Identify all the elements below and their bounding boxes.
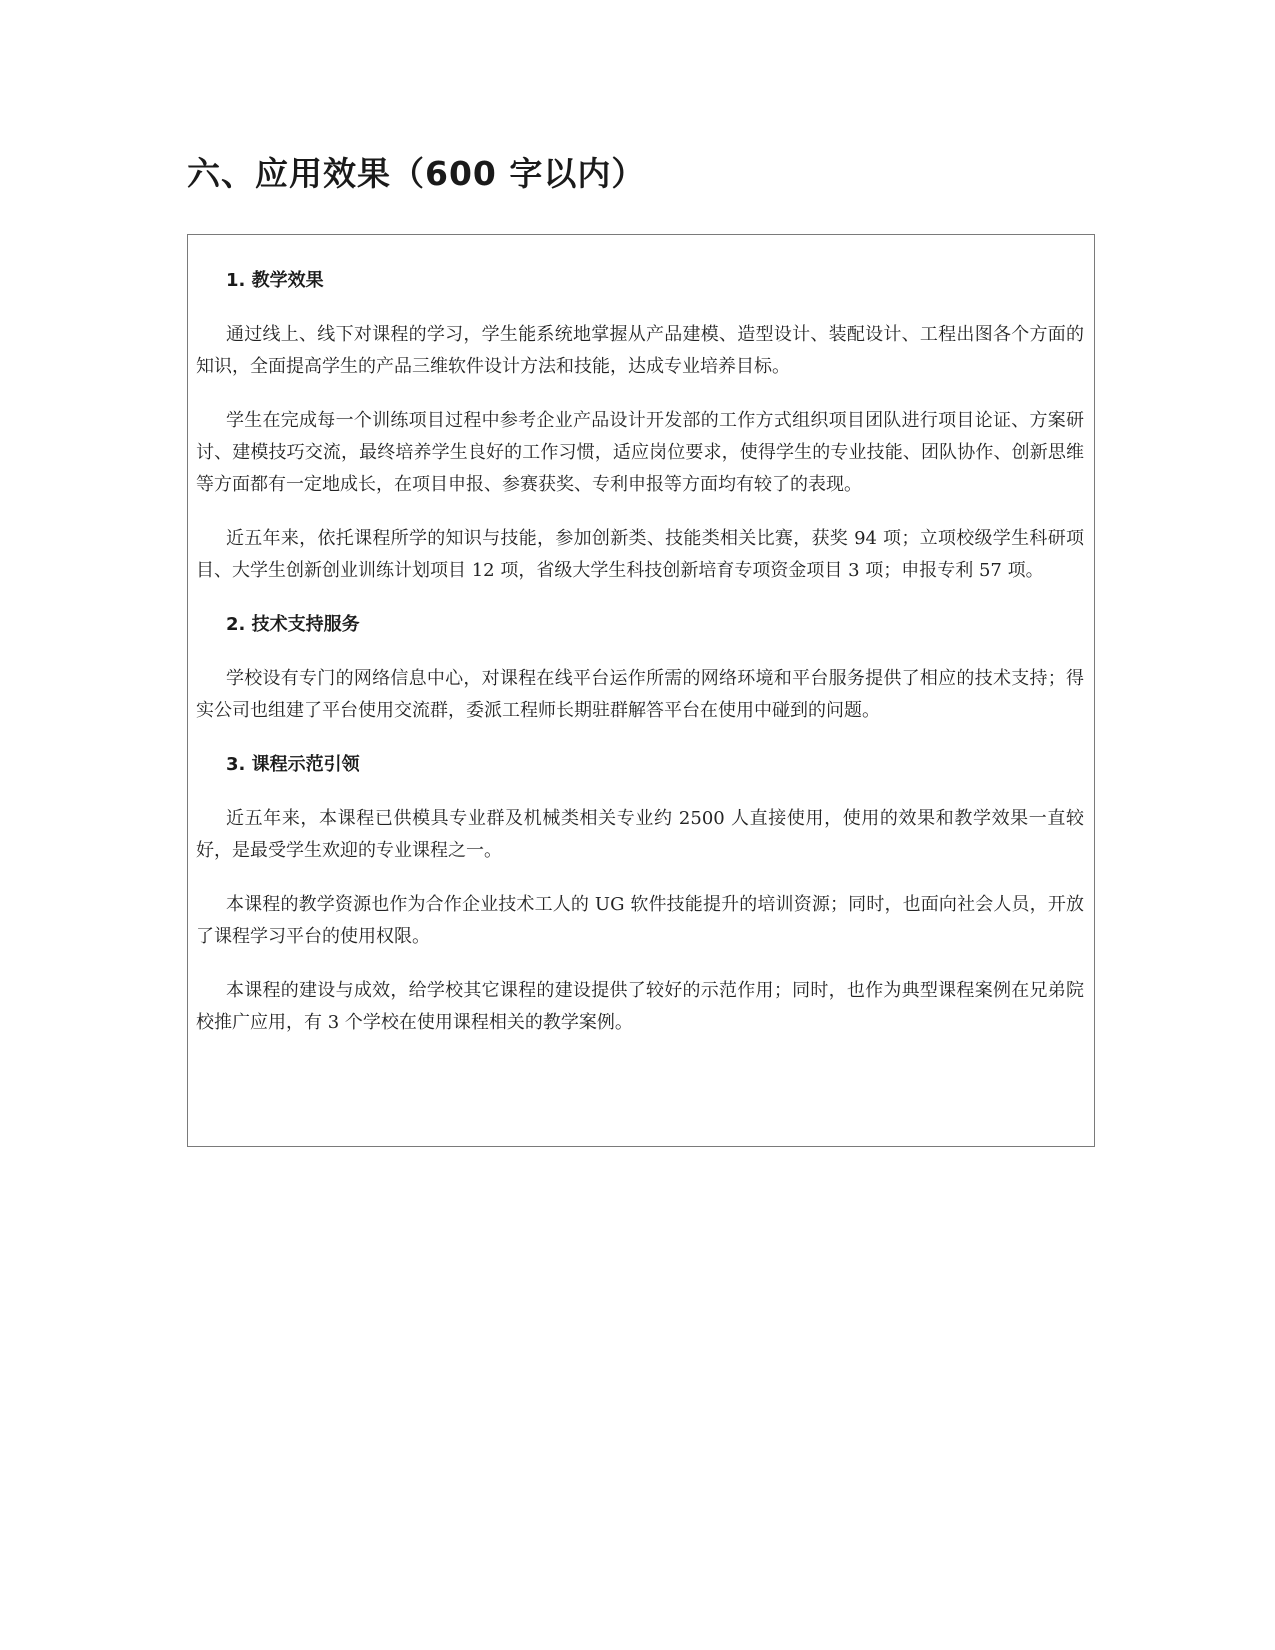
- paragraph: 学校设有专门的网络信息中心，对课程在线平台运作所需的网络环境和平台服务提供了相应的技术支持；得实公司也组建了平台使用交流群，委派工程师长期驻群解答平台在使用中碰到的问题。: [196, 668, 1084, 721]
- section-technical-support: [196, 609, 1084, 727]
- section-heading: 3. 课程示范引领: [226, 754, 360, 775]
- content-box: [187, 234, 1095, 1147]
- section-heading: 2. 技术支持服务: [226, 614, 360, 635]
- paragraph: 近五年来，依托课程所学的知识与技能，参加创新类、技能类相关比赛，获奖 94 项；立项校级学生科研项目、大学生创新创业训练计划项目 12 项，省级大学生科技创新培育专项资金项目 3 项；申报专利 57 项。: [196, 528, 1084, 581]
- section-teaching-effect: [196, 265, 1084, 587]
- paragraph: 本课程的建设与成效，给学校其它课程的建设提供了较好的示范作用；同时，也作为典型课程案例在兄弟院校推广应用，有 3 个学校在使用课程相关的教学案例。: [196, 980, 1084, 1033]
- page-title: 六、应用效果（600 字以内）: [187, 154, 646, 193]
- section-demonstration: [196, 749, 1084, 1039]
- paragraph: 学生在完成每一个训练项目过程中参考企业产品设计开发部的工作方式组织项目团队进行项目论证、方案研讨、建模技巧交流，最终培养学生良好的工作习惯，适应岗位要求，使得学生的专业技能、团队协作、创新思维等方面都有一定地成长，在项目申报、参赛获奖、专利申报等方面均有较了的表现。: [196, 410, 1084, 495]
- paragraph: 近五年来，本课程已供模具专业群及机械类相关专业约 2500 人直接使用，使用的效果和教学效果一直较好，是最受学生欢迎的专业课程之一。: [196, 808, 1084, 861]
- paragraph: 通过线上、线下对课程的学习，学生能系统地掌握从产品建模、造型设计、装配设计、工程出图各个方面的知识，全面提高学生的产品三维软件设计方法和技能，达成专业培养目标。: [196, 324, 1084, 377]
- paragraph: 本课程的教学资源也作为合作企业技术工人的 UG 软件技能提升的培训资源；同时，也面向社会人员，开放了课程学习平台的使用权限。: [196, 894, 1084, 947]
- section-heading: 1. 教学效果: [226, 270, 324, 291]
